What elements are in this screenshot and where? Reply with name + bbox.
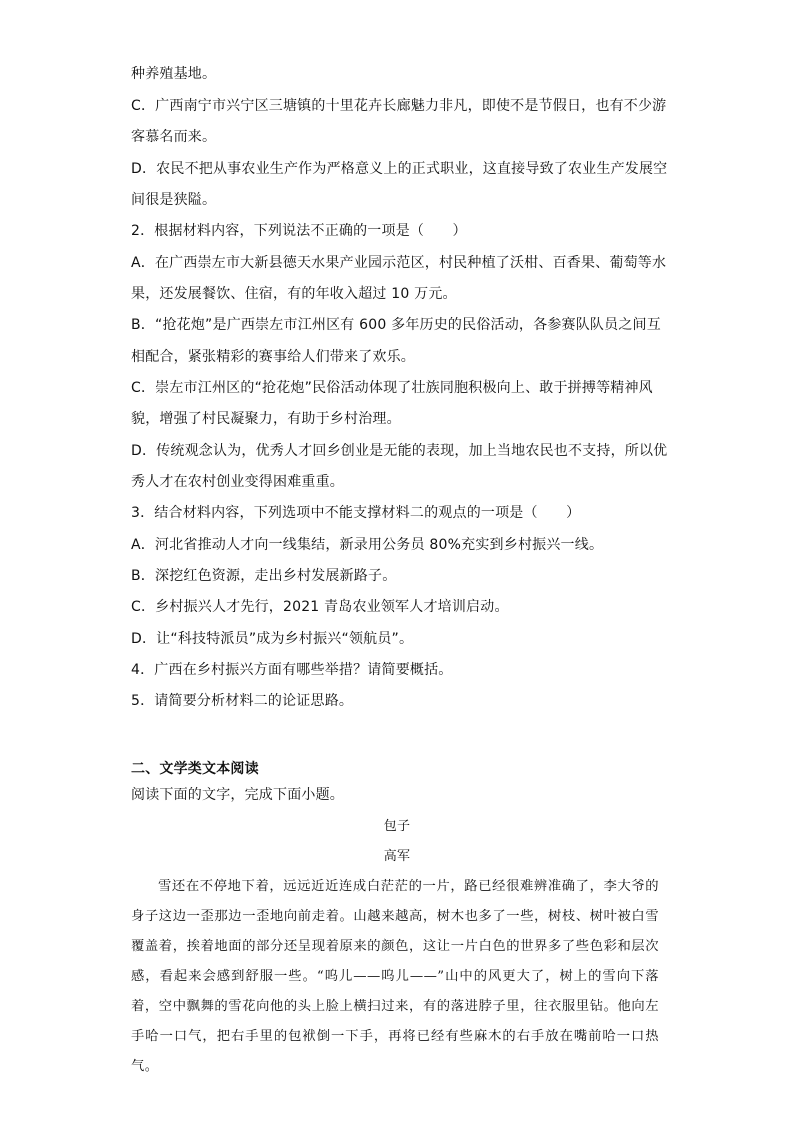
q2-option-b-line2: 相配合，紧张精彩的赛事给人们带来了欢乐。 xyxy=(131,349,415,365)
q3-stem: 3．结合材料内容，下列选项中不能支撑材料二的观点的一项是（ ） xyxy=(131,505,581,521)
q3-option-b: B．深挖红色资源，走出乡村发展新路子。 xyxy=(131,568,397,584)
q2-option-b-line1: B．“抢花炮”是广西崇左市江州区有 600 多年历史的民俗活动，各参赛队队员之间互 xyxy=(131,317,661,333)
q1-option-c-line1: C．广西南宁市兴宁区三塘镇的十里花卉长廊魅力非凡，即使不是节假日，也有不少游 xyxy=(131,98,667,114)
q4-stem: 4．广西在乡村振兴方面有哪些举措？请简要概括。 xyxy=(131,662,453,678)
q2-stem: 2．根据材料内容，下列说法不正确的一项是（ ） xyxy=(131,223,467,239)
q1-option-d-line1: D．农民不把从事农业生产作为严格意义上的正式职业，这直接导致了农业生产发展空 xyxy=(131,161,668,177)
q3-option-c: C．乡村振兴人才先行，2021 青岛农业领军人才培训启动。 xyxy=(131,599,509,615)
q1-option-c-line2: 客慕名而来。 xyxy=(131,129,217,145)
q5-stem: 5．请简要分析材料二的论证思路。 xyxy=(131,693,354,709)
q1-option-b-tail: 种养殖基地。 xyxy=(131,66,217,82)
section-heading: 二、文学类文本阅读 xyxy=(131,761,259,777)
story-paragraph: 雪还在不停地下着，远远近近连成白茫茫的一片，路已经很难辨准确了，李大爷的身子这边一歪那边一歪地向前走着。山越来越高，树木也多了一些，树枝、树叶被白雪覆盖着，挨着地面的部分还呈现着原来的颜色，这让一片白色的世界多了些色彩和层次感，看起来会感到舒服一些。“呜儿——呜儿——”山中的风更大了，树上的雪向下落着，空中飘舞的雪花向他的头上脸上横扫过来，有的落进脖子里，往衣服里钻。他向左手哈一口气，把右手里的包袱倒一下手，再将已经有些麻木的右手放在嘴前哈一口热气。 xyxy=(131,879,659,1074)
q2-option-d-line1: D．传统观念认为，优秀人才回乡创业是无能的表现，加上当地农民也不支持，所以优 xyxy=(131,443,668,459)
story-author: 高军 xyxy=(383,849,411,864)
section-instruction: 阅读下面的文字，完成下面小题。 xyxy=(131,787,344,803)
q2-option-c-line1: C．崇左市江州区的“抢花炮”民俗活动体现了壮族同胞积极向上、敢于拼搏等精神风 xyxy=(131,380,653,396)
q2-option-d-line2: 秀人才在农村创业变得困难重重。 xyxy=(131,474,344,490)
q3-option-d: D．让“科技特派员”成为乡村振兴“领航员”。 xyxy=(131,631,414,647)
q2-option-c-line2: 貌，增强了村民凝聚力，有助于乡村治理。 xyxy=(131,411,401,427)
q1-option-d-line2: 间很是狭隘。 xyxy=(131,192,217,208)
story-title: 包子 xyxy=(383,819,411,834)
q2-option-a-line1: A．在广西崇左市大新县德天水果产业园示范区，村民种植了沃柑、百香果、葡萄等水 xyxy=(131,255,667,271)
q2-option-a-line2: 果，还发展餐饮、住宿，有的年收入超过 10 万元。 xyxy=(131,286,457,302)
q3-option-a: A．河北省推动人才向一线集结，新录用公务员 80%充实到乡村振兴一线。 xyxy=(131,537,604,553)
